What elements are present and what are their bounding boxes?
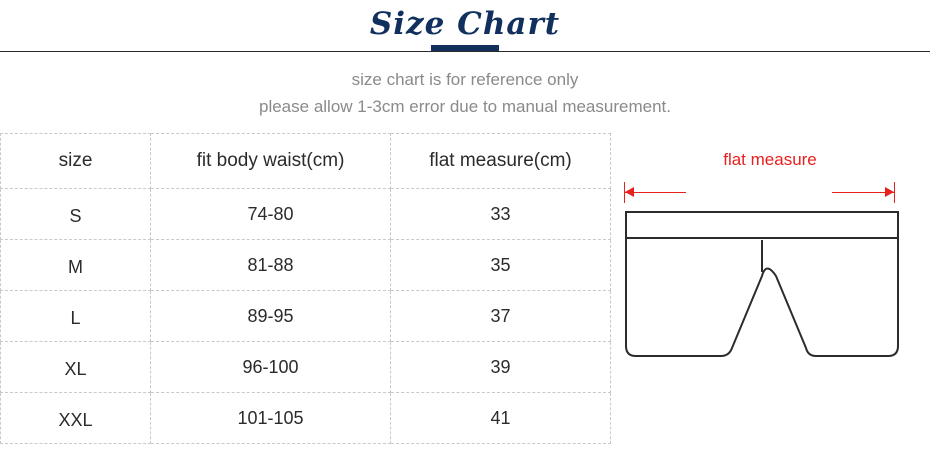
- measure-arrow-cap-right: [894, 182, 895, 203]
- cell-flat: 39: [391, 342, 611, 393]
- column-header-size: size: [1, 134, 151, 189]
- cell-size: [1, 342, 151, 393]
- size-table-container: [0, 133, 610, 444]
- flat-measure-label: flat measure: [723, 150, 817, 169]
- cell-waist: 81-88: [151, 240, 391, 291]
- page-title: Size Chart: [369, 6, 561, 42]
- table-row: [1, 291, 611, 342]
- table-row: [1, 393, 611, 444]
- cell-waist: 74-80: [151, 189, 391, 240]
- header-divider: [0, 51, 930, 52]
- table-row: [1, 189, 611, 240]
- cell-flat: 41: [391, 393, 611, 444]
- column-header-fit-body-waist: fit body waist(cm): [151, 134, 391, 189]
- cell-size: [1, 393, 151, 444]
- cell-waist: 101-105: [151, 393, 391, 444]
- cell-flat: 35: [391, 240, 611, 291]
- boxer-briefs-illustration-icon: [616, 206, 916, 416]
- cell-flat: 33: [391, 189, 611, 240]
- disclaimer-line-2: please allow 1-3cm error due to manual measurement.: [259, 97, 671, 116]
- garment-diagram: [610, 150, 930, 450]
- cell-size: [1, 189, 151, 240]
- size-value: S: [69, 205, 82, 226]
- measure-arrow-head-left-icon: [625, 187, 634, 197]
- size-value: L: [70, 307, 81, 328]
- size-table: [0, 133, 611, 444]
- size-value: XXL: [58, 409, 93, 430]
- cell-waist: 96-100: [151, 342, 391, 393]
- size-value: XL: [64, 358, 87, 379]
- column-header-flat-measure: flat measure(cm): [391, 134, 611, 189]
- cell-size: [1, 240, 151, 291]
- cell-waist: 89-95: [151, 291, 391, 342]
- cell-flat: 37: [391, 291, 611, 342]
- table-row: [1, 240, 611, 291]
- disclaimer-line-1: size chart is for reference only: [351, 70, 579, 89]
- size-value: M: [68, 256, 83, 277]
- cell-size: [1, 291, 151, 342]
- table-row: [1, 342, 611, 393]
- measure-arrow-head-right-icon: [885, 187, 894, 197]
- table-header-row: [1, 134, 611, 189]
